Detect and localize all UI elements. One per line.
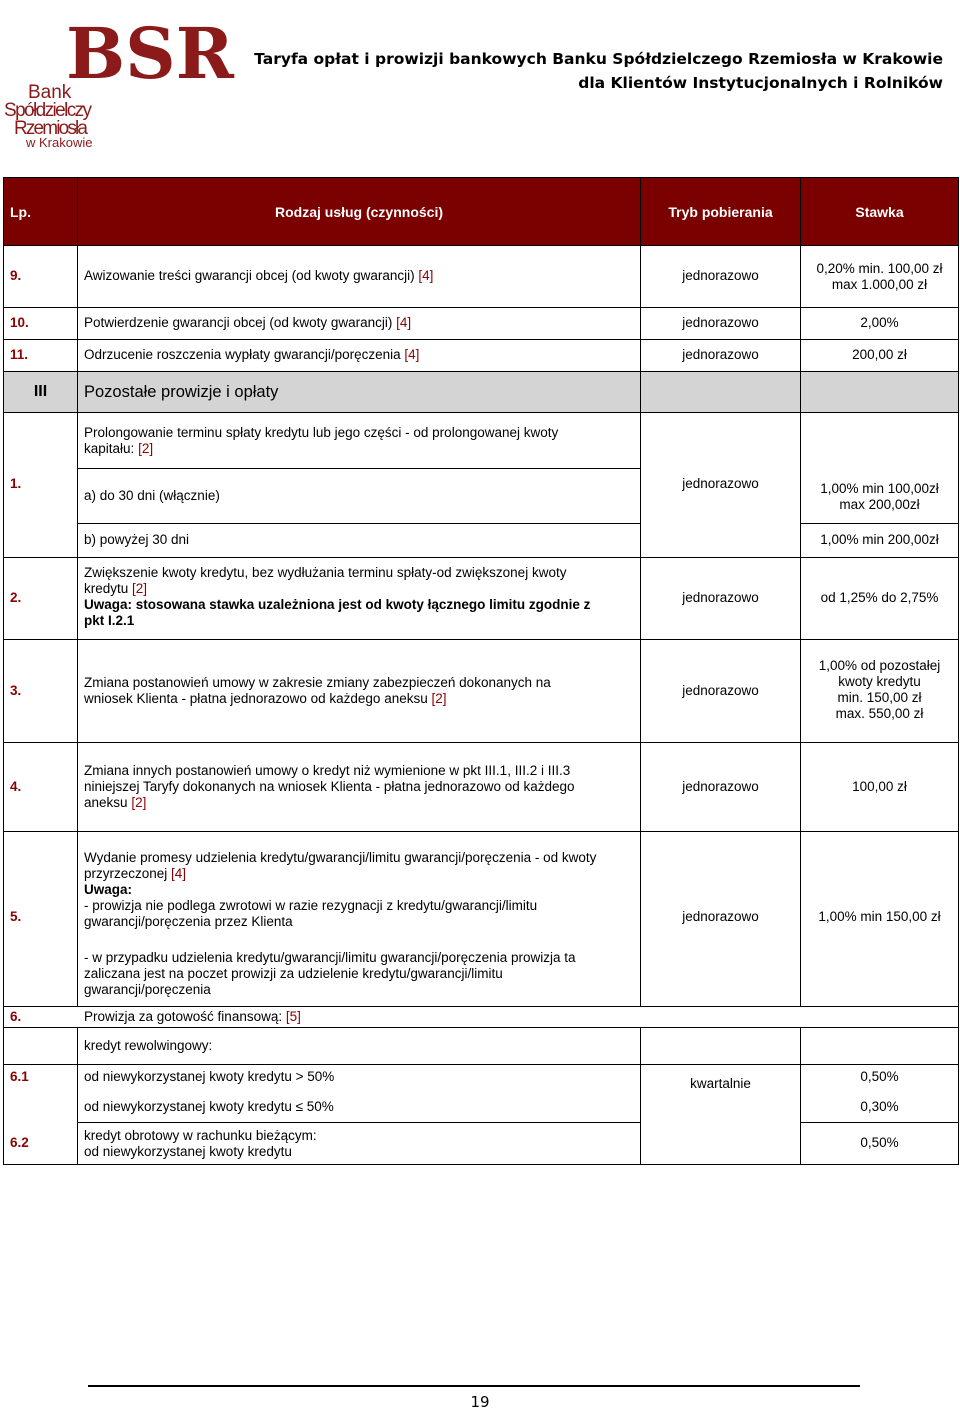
row3-lp: 3.	[10, 683, 22, 698]
row10-lp: 10.	[10, 315, 29, 330]
row62-lp: 6.2	[10, 1135, 29, 1150]
row1-lp: 1.	[10, 476, 22, 491]
row1-stawka-b: 1,00% min 200,00zł	[820, 532, 939, 547]
row9-text: Awizowanie treści gwarancji obcej (od kwoty gwarancji) [4]	[84, 268, 434, 283]
row11-tryb: jednorazowo	[682, 347, 759, 362]
row9-stawka: 0,20% min. 100,00 zł max 1.000,00 zł	[816, 261, 943, 292]
col-header-tryb: Tryb pobierania	[641, 178, 800, 245]
row62-text: kredyt obrotowy w rachunku bieżącym: od niewykorzystanej kwoty kredytu	[84, 1128, 317, 1159]
row2-ref: [2]	[132, 581, 148, 596]
row1-tryb: jednorazowo	[682, 476, 759, 491]
row61-b: od niewykorzystanej kwoty kredytu ≤ 50%	[84, 1099, 334, 1114]
header-line2: dla Klientów Instytucjonalnych i Rolników	[578, 74, 943, 92]
row11-stawka: 200,00 zł	[852, 347, 907, 362]
row10-ref: [4]	[396, 315, 412, 330]
row3-stawka: 1,00% od pozostałej kwoty kredytu min. 150,00 zł max. 550,00 zł	[818, 658, 941, 721]
bank-logo	[2, 6, 234, 151]
row9-ref: [4]	[418, 268, 434, 283]
row2-text: Zwiększenie kwoty kredytu, bez wydłużania terminu spłaty-od zwiększonej kwoty kredytu [2] Uwaga: stosowana stawka uzależniona jest od kwoty łącznego limitu zgodnie z pkt I.2.1	[84, 565, 591, 628]
col-header-lp: Lp.	[4, 178, 77, 245]
footer-divider	[88, 1385, 860, 1387]
logo-line2: Spółdzielczy	[4, 100, 92, 121]
row61-stawka-a: 0,50%	[860, 1069, 899, 1084]
row1-stawka-a: 1,00% min 100,00zł max 200,00zł	[820, 481, 939, 512]
row61-head: kredyt rewolwingowy:	[84, 1038, 213, 1053]
row4-stawka: 100,00 zł	[852, 779, 907, 794]
row5-tryb: jednorazowo	[682, 909, 759, 924]
logo-line1: Bank	[28, 82, 72, 103]
header-line1: Taryfa opłat i prowizji bankowych Banku Spółdzielczego Rzemiosła w Krakowie	[254, 50, 943, 68]
col-header-stawka: Stawka	[801, 178, 958, 245]
row61-lp: 6.1	[10, 1069, 29, 1084]
row11-lp: 11.	[10, 347, 29, 362]
row4-text: Zmiana innych postanowień umowy o kredyt niż wymienione w pkt III.1, III.2 i III.3 niniejszej Taryfy dokonanych na wniosek Klienta - płatna jednorazowo od każdego aneksu [2]	[84, 763, 575, 810]
row10-text: Potwierdzenie gwarancji obcej (od kwoty gwarancji) [4]	[84, 315, 412, 330]
row1-ref: [2]	[138, 441, 154, 456]
row62-stawka: 0,50%	[860, 1135, 899, 1150]
logo-line3: Rzemiosła	[14, 118, 88, 139]
row2-lp: 2.	[10, 590, 22, 605]
row9-lp: 9.	[10, 268, 22, 283]
row2-tryb: jednorazowo	[682, 590, 759, 605]
row5-text: Wydanie promesy udzielenia kredytu/gwarancji/limitu gwarancji/poręczenia - od kwoty przyrzeczonej [4] Uwaga: - prowizja nie podlega zwrotowi w razie rezygnacji z kredytu/gwarancji/limitu gwarancji/poręczenia przez Klienta - w przypadku udzielenia kredytu/gwarancji/limitu gwarancji/poręczenia prowizja ta zaliczana jest na poczet prowizji za udzielenie kredytu/gwarancji/limitu gwarancji/poręczenia	[84, 850, 597, 997]
row10-stawka: 2,00%	[860, 315, 899, 330]
row10-tryb: jednorazowo	[682, 315, 759, 330]
row61-tryb: kwartalnie	[690, 1076, 751, 1091]
row4-ref: [2]	[131, 795, 147, 810]
row4-lp: 4.	[10, 779, 22, 794]
col-header-rodzaj: Rodzaj usług (czynności)	[78, 178, 640, 245]
row3-tryb: jednorazowo	[682, 683, 759, 698]
row2-stawka: od 1,25% do 2,75%	[820, 590, 939, 605]
row5-lp: 5.	[10, 909, 22, 924]
row61-a: od niewykorzystanej kwoty kredytu > 50%	[84, 1069, 335, 1084]
row61-stawka-b: 0,30%	[860, 1099, 899, 1114]
section-number: III	[33, 383, 48, 400]
row1-a: a) do 30 dni (włącznie)	[84, 488, 220, 503]
row4-tryb: jednorazowo	[682, 779, 759, 794]
row9-tryb: jednorazowo	[682, 268, 759, 283]
row5-ref: [4]	[171, 866, 187, 881]
row11-ref: [4]	[404, 347, 420, 362]
row3-ref: [2]	[431, 691, 447, 706]
row5-stawka: 1,00% min 150,00 zł	[818, 909, 941, 924]
logo-line4: w Krakowie	[26, 135, 93, 150]
row1-text: Prolongowanie terminu spłaty kredytu lub jego części - od prolongowanej kwoty kapitału: [2]	[84, 425, 559, 456]
row11-text: Odrzucenie roszczenia wypłaty gwarancji/poręczenia [4]	[84, 347, 420, 362]
row1-b: b) powyżej 30 dni	[84, 532, 190, 547]
row3-text: Zmiana postanowień umowy w zakresie zmiany zabezpieczeń dokonanych na wniosek Klienta - płatna jednorazowo od każdego aneksu [2]	[84, 675, 551, 706]
page-number: 19	[470, 1393, 490, 1411]
section-title: Pozostałe prowizje i opłaty	[84, 383, 279, 401]
logo-letters: BSR	[66, 12, 234, 95]
row6-ref: [5]	[285, 1009, 301, 1024]
document-header	[254, 47, 943, 95]
row6-text: Prowizja za gotowość finansową: [5]	[84, 1009, 301, 1024]
row6-lp: 6.	[10, 1009, 22, 1024]
